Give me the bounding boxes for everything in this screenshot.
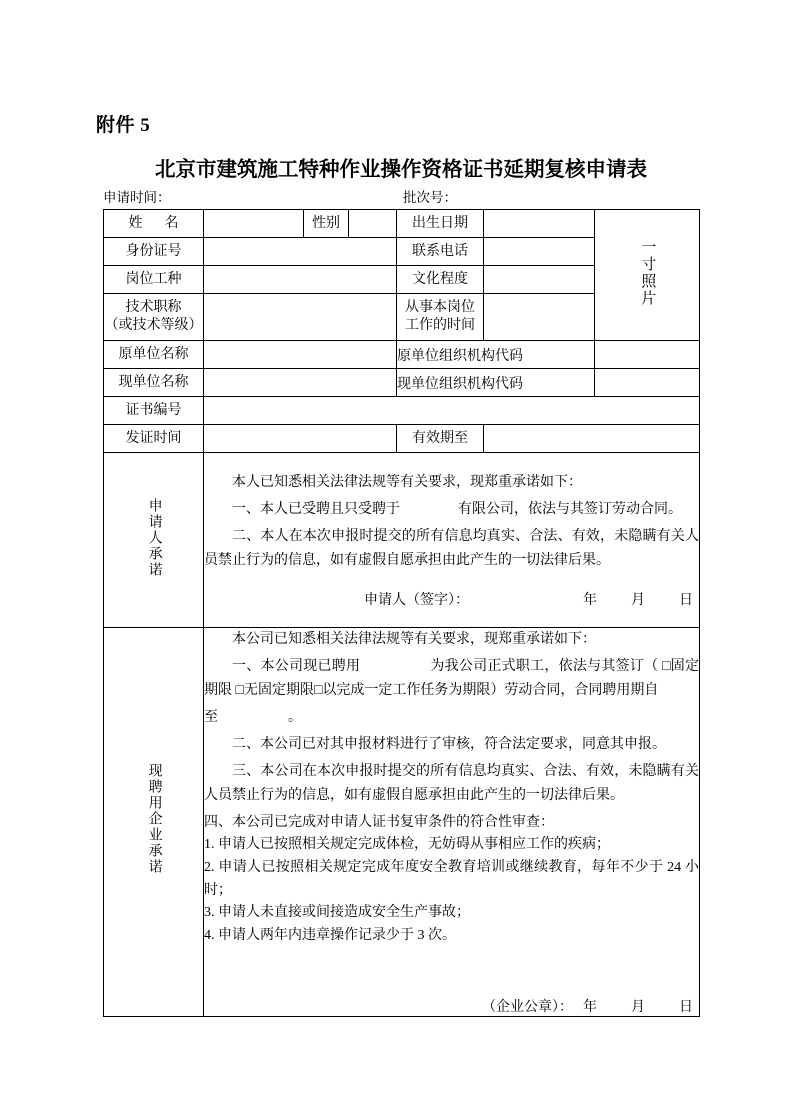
- company-date-line[interactable]: [583, 996, 693, 1020]
- applicant-date-line[interactable]: [583, 589, 693, 613]
- table-row: [104, 369, 700, 397]
- work-years-label-line1: 从事本岗位: [405, 299, 475, 315]
- company-commitment-item4: 四、本公司已完成对申请人证书复审条件的符合性审查：: [204, 814, 554, 830]
- tech-title-label: [104, 294, 204, 341]
- applicant-month-label: 月: [631, 593, 645, 609]
- applicant-commitment-intro: 本人已知悉相关法律法规等有关要求，现郑重承诺如下：: [232, 474, 582, 490]
- new-unit-code-value[interactable]: [595, 369, 700, 397]
- name-label-char2: 名: [164, 215, 179, 231]
- company-commitment-row: [104, 628, 700, 1017]
- applicant-commitment-body: [204, 453, 700, 628]
- id-number-label: 身份证号: [104, 238, 204, 266]
- applicant-commitment-side-label: 申请人承诺: [104, 453, 204, 628]
- meta-row: [103, 186, 699, 206]
- apply-time-label: 申请时间：: [103, 190, 171, 205]
- new-unit-label: 现单位名称: [104, 369, 204, 397]
- post-type-value[interactable]: [204, 266, 397, 294]
- old-unit-code-value[interactable]: [595, 341, 700, 369]
- name-value[interactable]: [204, 210, 304, 238]
- old-unit-code-label: 原单位组织机构代码: [397, 341, 595, 369]
- table-row: [104, 425, 700, 453]
- table-row: [104, 397, 700, 425]
- issue-date-value[interactable]: [204, 425, 397, 453]
- phone-label: 联系电话: [397, 238, 484, 266]
- certificate-no-label: 证书编号: [104, 397, 204, 425]
- company-day-label: 日: [679, 999, 693, 1015]
- valid-until-value[interactable]: [484, 425, 700, 453]
- work-years-label: [397, 294, 484, 341]
- company-seal-label[interactable]: （企业公章）：: [482, 999, 573, 1015]
- education-value[interactable]: [484, 266, 595, 294]
- phone-value[interactable]: [484, 238, 595, 266]
- applicant-commitment-item1-a: 一、本人已受聘且只受聘于: [232, 501, 400, 517]
- name-label-char1: 姓: [128, 215, 143, 231]
- gender-value[interactable]: [349, 210, 397, 238]
- attachment-label: 附件 5: [96, 115, 151, 136]
- new-unit-code-label: 现单位组织机构代码: [397, 369, 595, 397]
- table-row: [104, 341, 700, 369]
- company-commitment-body: [204, 628, 700, 1017]
- applicant-commitment-row: [104, 453, 700, 628]
- company-commitment-period-end: [204, 706, 699, 730]
- company-commitment-item4-block: [204, 812, 699, 948]
- table-row: [104, 210, 700, 238]
- company-commitment-sub2: 2. 申请人已按照相关规定完成年度安全教育培训或继续教育，每年不少于 24 小时；: [204, 859, 699, 898]
- applicant-commitment-item1-b: 有限公司，依法与其签订劳动合同。: [458, 501, 682, 517]
- applicant-signature-line: [204, 589, 699, 609]
- work-years-value[interactable]: [484, 294, 595, 341]
- checkbox-non-fixed-term[interactable]: □无固定期限: [235, 683, 314, 699]
- company-commitment-item1-a: 一、本公司现已聘用: [232, 659, 361, 675]
- page-title: 北京市建筑施工特种作业操作资格证书延期复核申请表: [155, 159, 647, 181]
- batch-no-label: 批次号：: [403, 190, 457, 205]
- company-commitment-item3: 三、本公司在本次申报时提交的所有信息均真实、合法、有效，未隐瞒有关人员禁止行为的信息，如有虚假自愿承担由此产生的一切法律后果。: [204, 764, 699, 804]
- period-end-punct: 。: [288, 710, 302, 726]
- company-month-label: 月: [631, 999, 645, 1015]
- gender-label: 性别: [304, 210, 349, 238]
- old-unit-label: 原单位名称: [104, 341, 204, 369]
- company-commitment-sub3: 3. 申请人未直接或间接造成安全生产事故；: [204, 905, 470, 921]
- company-commitment-intro: 本公司已知悉相关法律法规等有关要求，现郑重承诺如下：: [232, 632, 596, 647]
- tech-title-value[interactable]: [204, 294, 397, 341]
- checkbox-task-based-term[interactable]: □以完成一定工作任务为期限: [313, 683, 491, 699]
- birth-date-value[interactable]: [484, 210, 595, 238]
- company-year-label: 年: [583, 999, 597, 1015]
- company-commitment-item1-b: 为我公司正式职工，依法与其签订（: [430, 659, 659, 675]
- work-years-label-line2: 工作的时间: [405, 318, 475, 333]
- company-commitment-sub4: 4. 申请人两年内违章操作记录少于 3 次。: [204, 927, 456, 943]
- education-label: 文化程度: [397, 266, 484, 294]
- post-type-label: 岗位工种: [104, 266, 204, 294]
- applicant-commitment-item1: [204, 498, 699, 522]
- certificate-no-value[interactable]: [204, 397, 700, 425]
- checkbox-fixed-term[interactable]: □固定期限: [204, 659, 700, 699]
- issue-date-label: 发证时间: [104, 425, 204, 453]
- old-unit-value[interactable]: [204, 341, 397, 369]
- valid-until-label: 有效期至: [397, 425, 484, 453]
- name-label: [104, 210, 204, 238]
- tech-title-label-line2: （或技术等级）: [104, 318, 203, 333]
- period-to-label: 至: [204, 710, 218, 726]
- company-commitment-item2: 二、本公司已对其申报材料进行了审核，符合法定要求，同意其申报。: [232, 737, 666, 753]
- company-commitment-item1-c: ）劳动合同，合同聘用期自: [490, 683, 659, 699]
- photo-cell[interactable]: [595, 210, 700, 341]
- id-number-value[interactable]: [204, 238, 397, 266]
- new-unit-value[interactable]: [204, 369, 397, 397]
- company-commitment-sub1: 1. 申请人已按照相关规定完成体检，无妨碍从事相应工作的疾病；: [204, 837, 610, 853]
- photo-placeholder-label: 一寸照片: [639, 238, 656, 307]
- company-seal-line: [204, 996, 699, 1016]
- tech-title-label-line1: 技术职称: [125, 299, 182, 315]
- applicant-signature-label[interactable]: 申请人（签字）：: [364, 593, 469, 609]
- applicant-commitment-item2: 二、本人在本次申报时提交的所有信息均真实、合法、有效，未隐瞒有关人员禁止行为的信息，如有虚假自愿承担由此产生的一切法律后果。: [204, 529, 699, 569]
- applicant-year-label: 年: [583, 593, 597, 609]
- birth-date-label: 出生日期: [397, 210, 484, 238]
- applicant-day-label: 日: [679, 593, 693, 609]
- company-commitment-item1: [204, 655, 699, 703]
- application-form-table: [103, 209, 700, 1017]
- company-commitment-side-label: 现聘用企业承诺: [104, 628, 204, 1017]
